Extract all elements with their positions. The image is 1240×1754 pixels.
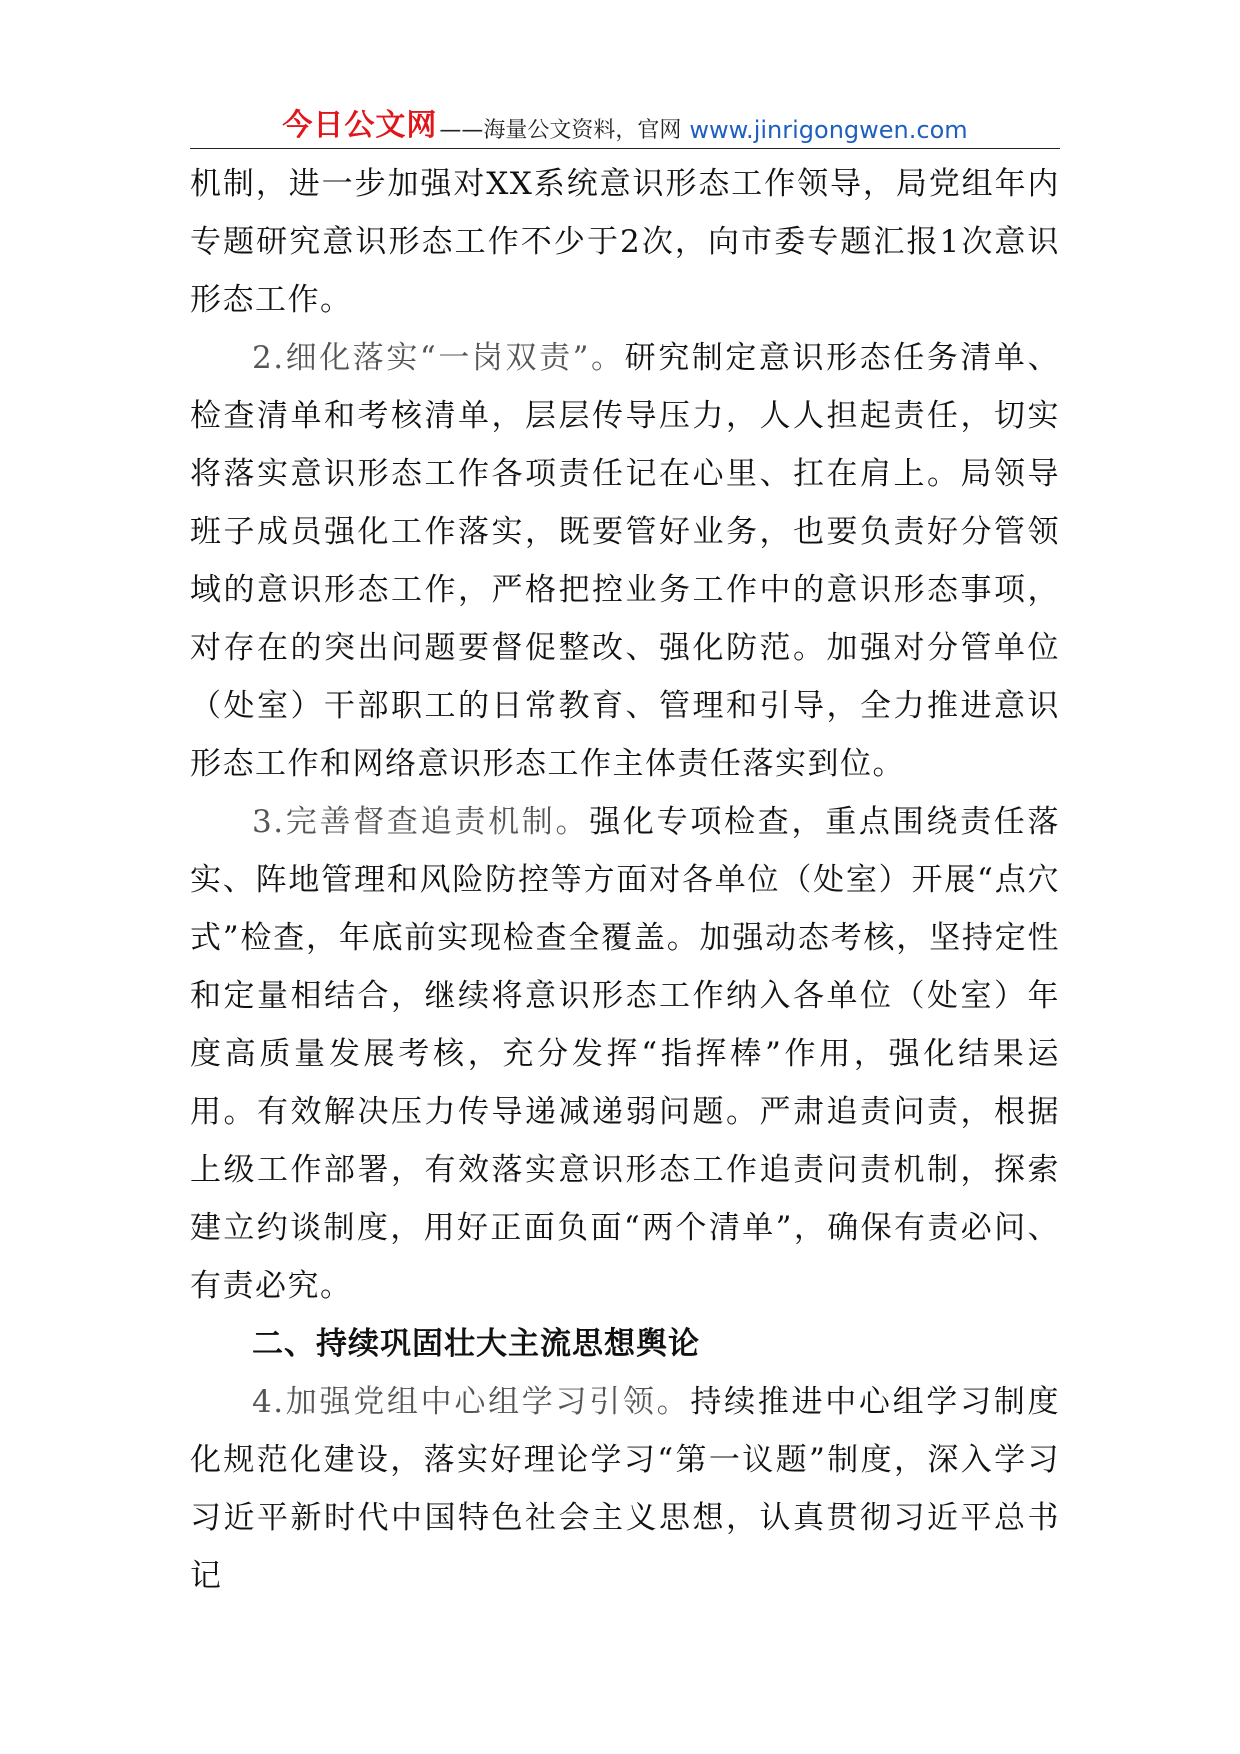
header-tagline: ——海量公文资料，官网 [439,118,682,143]
item-2-title: 2.细化落实“一岗双责”。 [252,340,625,376]
paragraph-continued: 机制，进一步加强对XX系统意识形态工作领导，局党组年内专题研究意识形态工作不少于2次，向市委专题汇报1次意识形态工作。 [190,166,1060,318]
site-url-link[interactable]: www.jinrigongwen.com [689,116,968,144]
item-4-title: 4.加强党组中心组学习引领。 [252,1384,691,1420]
document-body [190,155,1060,1605]
item-4-body: 持续推进中心组学习制度化规范化建设，落实好理论学习“第一议题”制度，深入学习习近平新时代中国特色社会主义思想，认真贯彻习近平总书记 [190,1384,1060,1594]
section-heading-2: 二、持续巩固壮大主流思想舆论 [252,1326,700,1362]
paragraph-item-4 [190,1373,1060,1605]
item-3-title: 3.完善督查追责机制。 [252,804,590,840]
item-2-body: 研究制定意识形态任务清单、检查清单和考核清单，层层传导压力，人人担起责任，切实将落实意识形态工作各项责任记在心里、扛在肩上。局领导班子成员强化工作落实，既要管好业务，也要负责好分管领域的意识形态工作，严格把控业务工作中的意识形态事项，对存在的突出问题要督促整改、强化防范。加强对分管单位（处室）干部职工的日常教育、管理和引导，全力推进意识形态工作和网络意识形态工作主体责任落实到位。 [190,340,1060,782]
paragraph-item-2 [190,329,1060,793]
site-header [190,103,1060,149]
brand-name: 今日公文网 [282,108,438,143]
item-3-body: 强化专项检查，重点围绕责任落实、阵地管理和风险防控等方面对各单位（处室）开展“点穴式”检查，年底前实现检查全覆盖。加强动态考核，坚持定性和定量相结合，继续将意识形态工作纳入各单位（处室）年度高质量发展考核，充分发挥“指挥棒”作用，强化结果运用。有效解决压力传导递减递弱问题。严肃追责问责，根据上级工作部署，有效落实意识形态工作追责问责机制，探索建立约谈制度，用好正面负面“两个清单”，确保有责必问、有责必究。 [190,804,1060,1304]
paragraph-item-3 [190,793,1060,1315]
